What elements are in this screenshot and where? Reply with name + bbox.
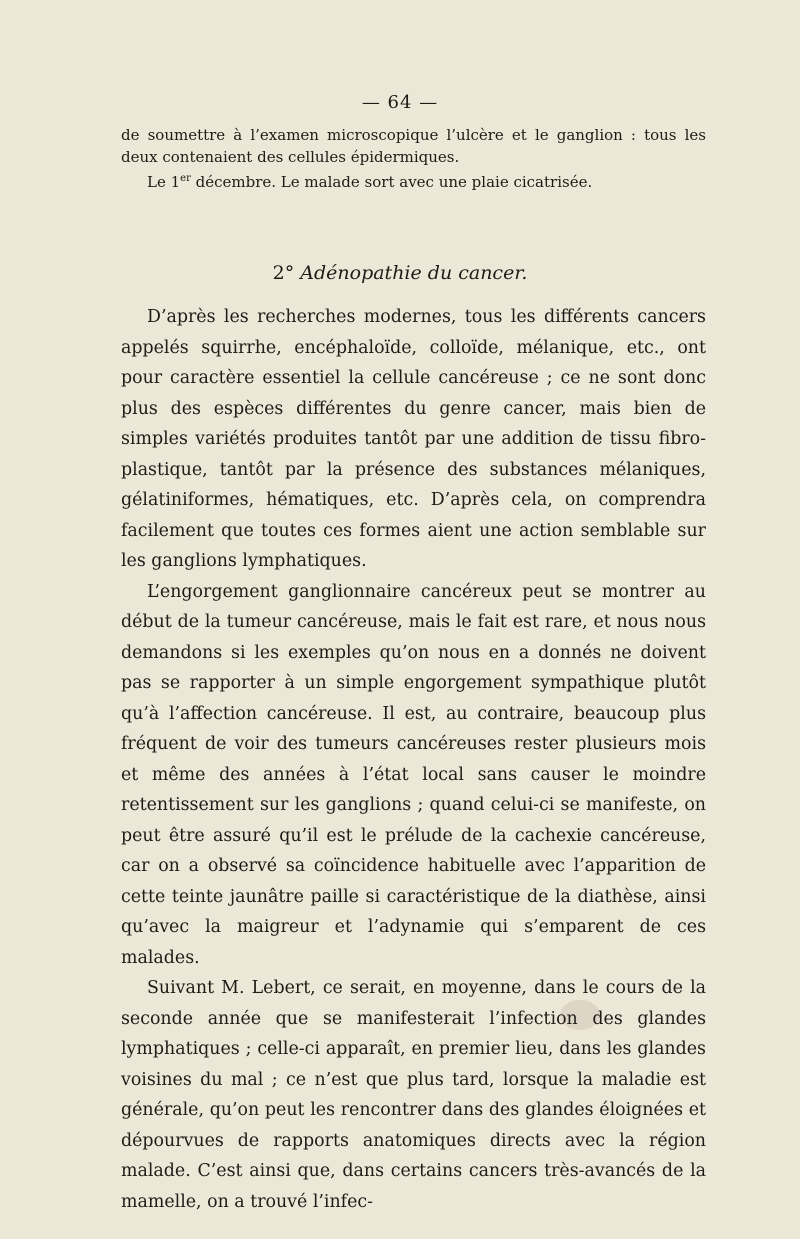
- page-number-header: — 64 —: [361, 92, 439, 113]
- intro-paragraph: de soumettre à l’examen microscopique l’ulcère et le ganglion : tous les deux contenaient des cellules épidermiques.: [121, 126, 706, 166]
- body-text: [121, 302, 706, 1217]
- date-line-superscript: er: [180, 173, 191, 184]
- date-line-rest: décembre. Le malade sort avec une plaie cicatrisée.: [190, 173, 593, 191]
- section-number: 2°: [272, 262, 301, 284]
- paragraph-1: D’après les recherches modernes, tous les différents cancers appelés squirrhe, encéphaloïde, colloïde, mélanique, etc., ont pour caractère essentiel la cellule cancéreuse ; ce ne sont donc plus des espèces différentes du genre cancer, mais bien de simples variétés produites tantôt par une addition de tissu fibro-plastique, tantôt par la présence des substances mélaniques, gélatiniformes, hématiques, etc. D’après cela, on comprendra facilement que toutes ces formes aient une action semblable sur les ganglions lymphatiques.: [121, 307, 706, 571]
- intro-block: [121, 124, 706, 193]
- date-line-prefix: Le 1: [147, 173, 181, 191]
- date-line: [121, 168, 706, 193]
- section-heading: [0, 262, 800, 284]
- paragraph-2: L’engorgement ganglionnaire cancéreux peut se montrer au début de la tumeur cancéreuse, mais le fait est rare, et nous nous demandons si les exemples qu’on nous en a donnés ne doivent pas se rapporter à un simple engorgement sympathique plutôt qu’à l’affection cancéreuse. Il est, au contraire, beaucoup plus fréquent de voir des tumeurs cancéreuses rester plusieurs mois et même des années à l’état local sans causer le moindre retentissement sur les ganglions ; quand celui-ci se manifeste, on peut être assuré qu’il est le prélude de la cachexie cancéreuse, car on a observé sa coïncidence habituelle avec l’apparition de cette teinte jaunâtre paille si caractéristique de la diathèse, ainsi qu’avec la maigreur et l’adynamie qui s’emparent de ces malades.: [121, 581, 706, 968]
- paragraph-3: Suivant M. Lebert, ce serait, en moyenne, dans le cours de la seconde année que se manifesterait l’infection des glandes lymphatiques ; celle-ci apparaît, en premier lieu, dans les glandes voisines du mal ; ce n’est que plus tard, lorsque la maladie est générale, qu’on peut les rencontrer dans des glandes éloignées et dépourvues de rapports anatomiques directs avec la région malade. C’est ainsi que, dans certains cancers très-avancés de la mamelle, on a trouvé l’infec-: [121, 978, 706, 1212]
- section-title: Adénopathie du cancer.: [300, 262, 528, 284]
